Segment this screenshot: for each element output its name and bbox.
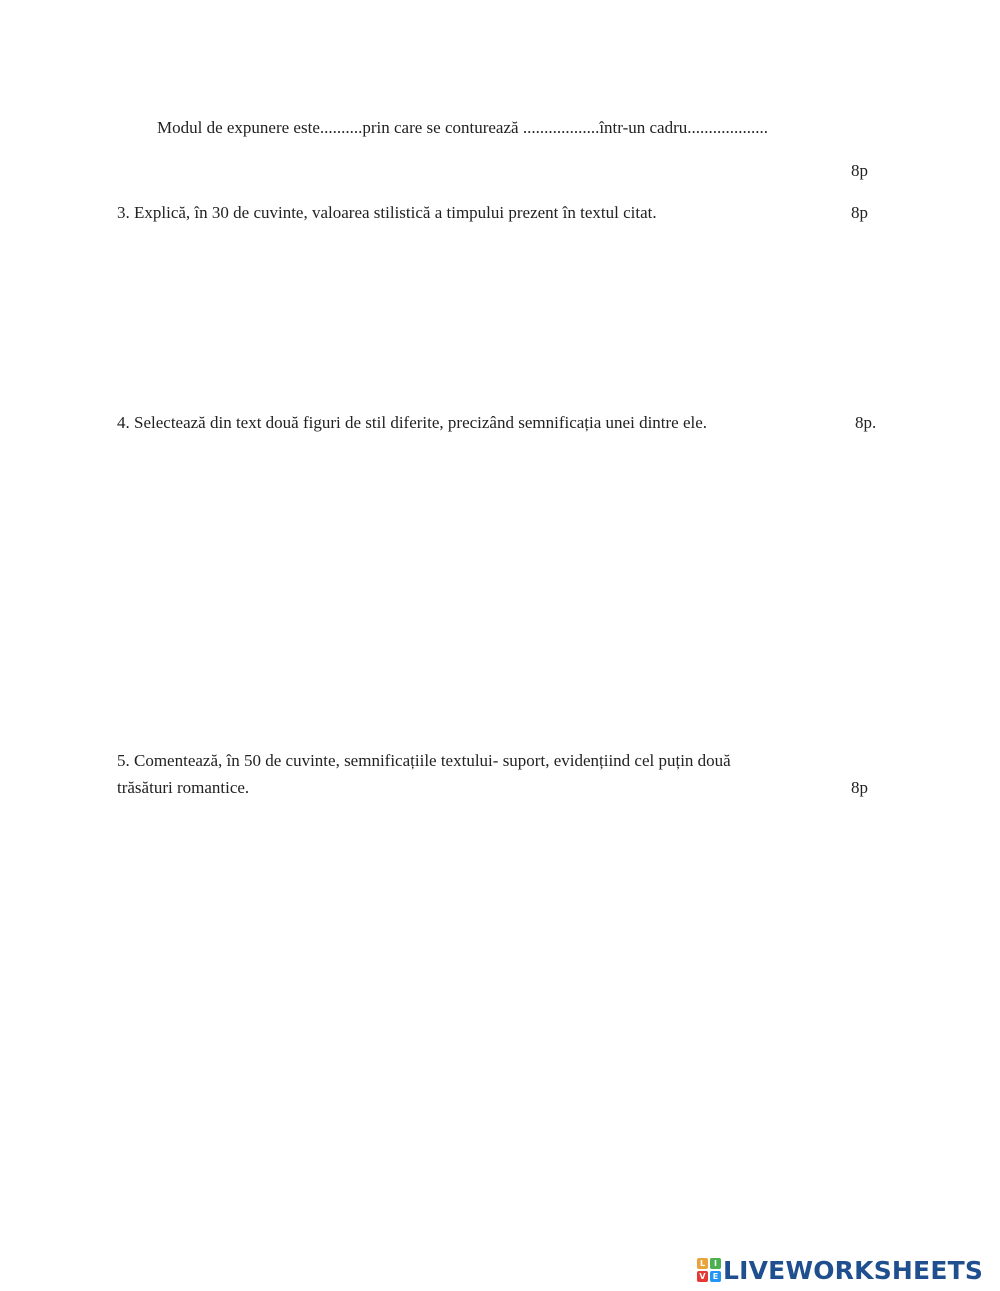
question-3-points: 8p bbox=[851, 203, 868, 222]
logo-blocks-icon bbox=[697, 1258, 721, 1282]
question-5-text-line-1: 5. Comentează, în 50 de cuvinte, semnificațiile textului- suport, evidențiind cel puțin două bbox=[117, 751, 731, 770]
question-3-text: 3. Explică, în 30 de cuvinte, valoarea stilistică a timpului prezent în textul citat. bbox=[117, 203, 657, 222]
question-4-points: 8p. bbox=[855, 413, 877, 432]
logo-wordmark: LIVEWORKSHEETS bbox=[723, 1255, 984, 1285]
intro-sentence: Modul de expunere este..........prin care se conturează ..................într-un cadru................... bbox=[157, 118, 768, 137]
question-4-text: 4. Selectează din text două figuri de stil diferite, precizând semnificația unei dintre ele. bbox=[117, 413, 708, 432]
logo-block-e: E bbox=[710, 1271, 721, 1282]
logo-block-v: V bbox=[697, 1271, 708, 1282]
liveworksheets-logo bbox=[697, 1256, 983, 1284]
question-5-text-line-2: trăsături romantice. bbox=[117, 778, 250, 797]
intro-points: 8p bbox=[851, 161, 868, 180]
logo-block-l: L bbox=[697, 1258, 708, 1269]
logo-block-i: I bbox=[710, 1258, 721, 1269]
question-5-points: 8p bbox=[851, 778, 868, 797]
